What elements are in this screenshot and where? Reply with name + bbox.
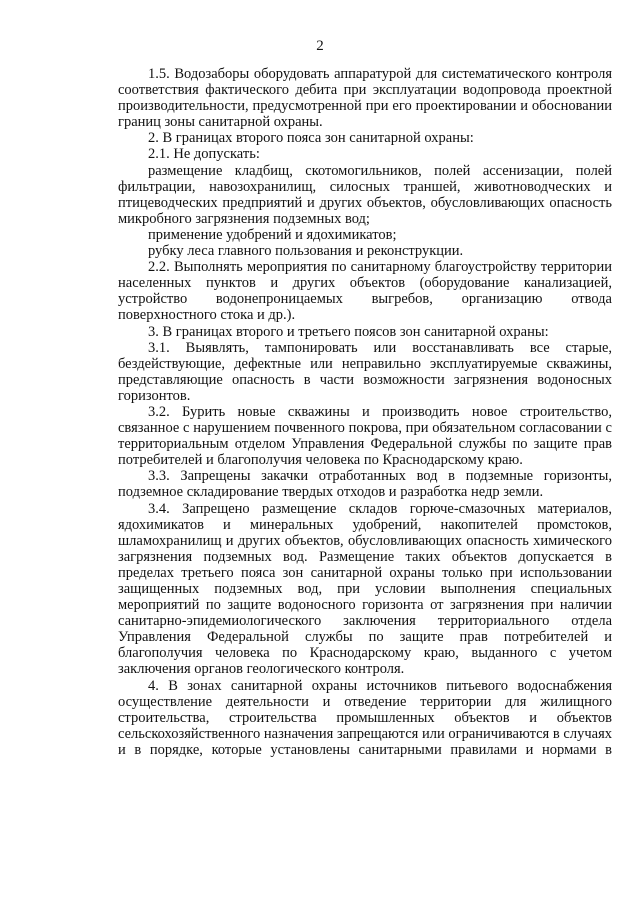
paragraph-3-heading: 3. В границах второго и третьего поясов зон санитарной охраны: [148, 323, 549, 340]
paragraph-2-1-item-3: рубку леса главного пользования и реконструкции. [148, 243, 464, 260]
page-number: 2 [316, 38, 324, 54]
paragraph-3-2: 3.2. Бурить новые скважины и производить новое строительство, связанное с нарушением почвенного покрова, при обязательном согласовании с территориальным отделом Управления Федеральной службы по защите прав потребителей и благополучия человека по Краснодарскому краю. [118, 403, 612, 469]
paragraph-3-3: 3.3. Запрещены закачки отработанных вод в подземные горизонты, подземное складирование твердых отходов и разработка недр земли. [118, 468, 612, 501]
paragraph-2-1: 2.1. Не допускать: [148, 146, 260, 163]
paragraph-2-2: 2.2. Выполнять мероприятия по санитарному благоустройству территории населенных пунктов и других объектов (оборудование канализацией, устройство водонепроницаемых выгребов, организацию отвода поверхностного стока и др.). [118, 259, 612, 324]
paragraph-3-1: 3.1. Выявлять, тампонировать или восстанавливать все старые, бездействующие, дефектные или неправильно эксплуатируемые скважины, представляющие опасность в части возможности загрязнения водоносных горизонтов. [118, 339, 612, 404]
paragraph-2-1-item-1: размещение кладбищ, скотомогильников, полей ассенизации, полей фильтрации, навозохранилищ, силосных траншей, животноводческих и птицеводческих предприятий и других объектов, обусловливающих опасность микробного загрязнения подземных вод; [118, 162, 612, 227]
paragraph-2-1-item-2: применение удобрений и ядохимикатов; [148, 226, 397, 243]
paragraph-2-heading: 2. В границах второго пояса зон санитарной охраны: [148, 130, 474, 147]
paragraph-4: 4. В зонах санитарной охраны источников питьевого водоснабжения осуществление деятельности и отведение территории для жилищного строительства, строительства промышленных объектов и объектов сельскохозяйственного назначения запрещаются или ограничиваются в случаях и в порядке, которые установлены санитарными правилами и нормами в [118, 677, 612, 758]
document-body [118, 66, 612, 758]
paragraph-1-5: 1.5. Водозаборы оборудовать аппаратурой для систематического контроля соответствия фактического дебита при эксплуатации водопровода проектной производительности, предусмотренной при его проектировании и обосновании границ зоны санитарной охраны. [118, 66, 612, 131]
paragraph-3-4: 3.4. Запрещено размещение складов горюче-смазочных материалов, ядохимикатов и минеральных удобрений, накопителей промстоков, шламохранилищ и других объектов, обусловливающих опасность химического загрязнения подземных вод. Размещение таких объектов допускается в пределах третьего пояса зон санитарной охраны только при использовании защищенных подземных вод, при условии выполнения специальных мероприятий по защите водоносного горизонта от загрязнения при наличии санитарно-эпидемиологического заключения территориального отдела Управления Федеральной службы по защите прав потребителей и благополучия человека по Краснодарскому краю, выданного с учетом заключения органов геологического контроля. [118, 500, 612, 678]
